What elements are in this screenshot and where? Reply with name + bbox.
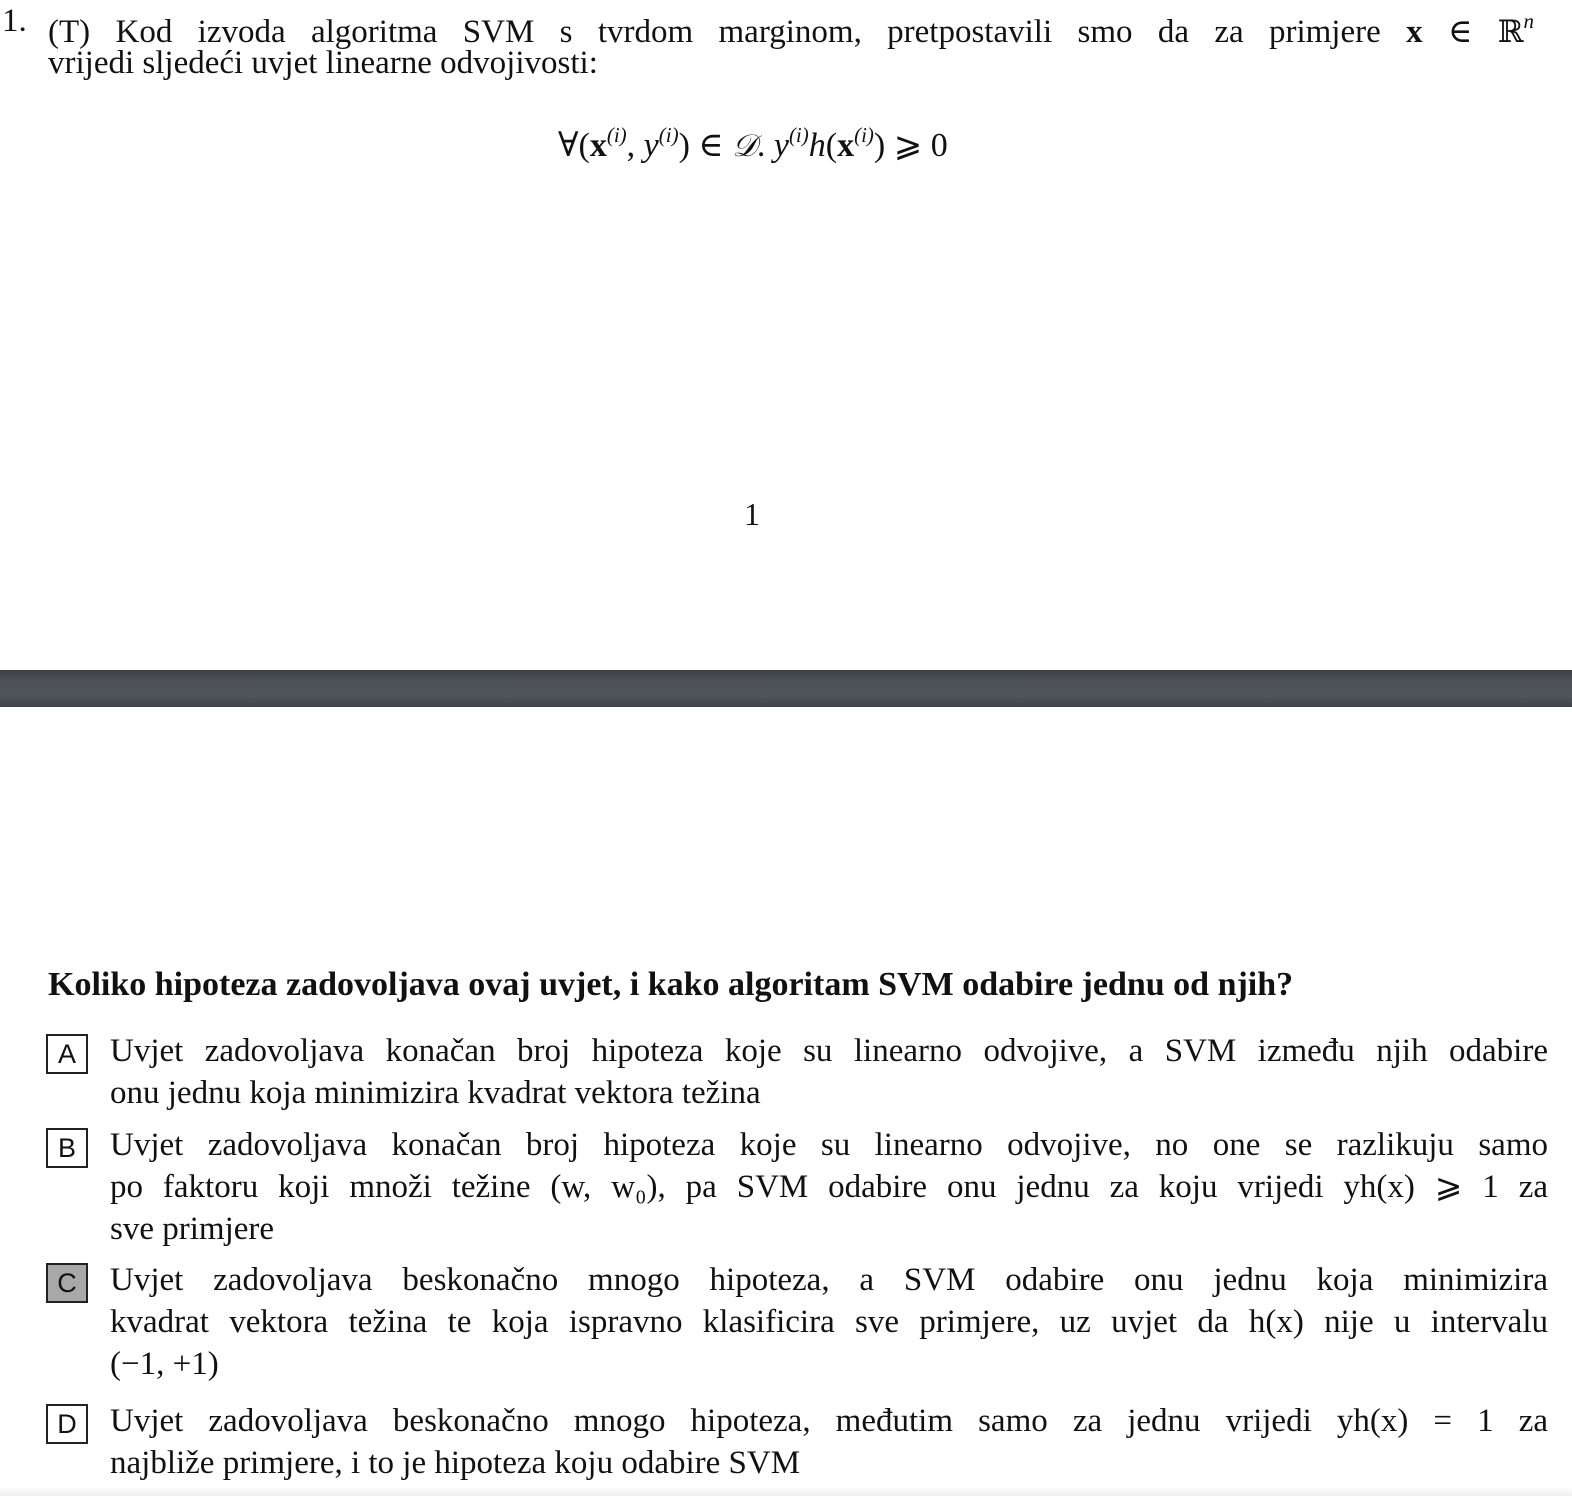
option-line: sve primjere <box>110 1211 275 1247</box>
formula-in: ) ∈ <box>678 127 733 164</box>
formula-sup: (i) <box>854 123 874 147</box>
option-line: Uvjet zadovoljava konačan broj hipoteza koje su linearno odvojive, no one se razlikuju samo <box>110 1127 1548 1163</box>
question-title: Koliko hipoteza zadovoljava ovaj uvjet, i kako algoritam SVM odabire jednu od njih? <box>48 966 1294 1003</box>
intro-real-set: ℝ <box>1497 14 1524 50</box>
option-b-text <box>110 1124 1548 1250</box>
formula-sup: (i) <box>658 123 679 147</box>
formula-dataset: 𝒟 <box>732 128 757 164</box>
formula-y: y <box>643 127 659 164</box>
formula-comma: , <box>626 127 644 164</box>
option-line: kvadrat vektora težina te koja ispravno klasificira sve primjere, uz uvjet da h(x) nije u intervalu <box>110 1304 1548 1340</box>
formula-geq: ⩾ 0 <box>885 127 948 164</box>
option-line: (−1, +1) <box>110 1346 219 1382</box>
question-number: 1. <box>2 3 27 39</box>
page-separator <box>0 670 1572 707</box>
formula-close: ) <box>873 127 886 164</box>
intro-in-symbol: ∈ <box>1447 14 1473 50</box>
option-d-text <box>110 1400 1548 1484</box>
formula-sup: (i) <box>788 123 809 147</box>
option-b-box[interactable]: B <box>46 1128 88 1168</box>
option-a-box[interactable]: A <box>46 1034 88 1074</box>
previous-page <box>0 0 1572 670</box>
option-line: najbliže primjere, i to je hipoteza koju odabire SVM <box>110 1445 801 1481</box>
question-intro-line-2: vrijedi sljedeći uvjet linearne odvojivosti: <box>48 45 598 81</box>
formula-open: ( <box>825 127 838 164</box>
option-line: po faktoru koji množi težine (w, w₀), pa SVM odabire onu jednu za koju vrijedi yh(x) ⩾ 1 za <box>110 1169 1548 1205</box>
option-line: Uvjet zadovoljava konačan broj hipoteza koje su linearno odvojive, a SVM između njih odabire <box>110 1033 1548 1069</box>
intro-vector-x: x <box>1406 14 1423 50</box>
option-line: Uvjet zadovoljava beskonačno mnogo hipoteza, a SVM odabire onu jednu koja minimizira <box>110 1262 1548 1298</box>
formula-dot: . <box>756 127 774 164</box>
bottom-edge <box>0 1486 1572 1496</box>
formula-x: x <box>589 127 607 164</box>
formula-y: y <box>773 127 789 164</box>
option-c-text <box>110 1259 1548 1385</box>
formula-sup: (i) <box>606 123 627 147</box>
option-line: onu jednu koja minimizira kvadrat vektora težina <box>110 1075 761 1111</box>
option-d-box[interactable]: D <box>46 1404 88 1444</box>
option-c-box[interactable]: C <box>46 1263 88 1303</box>
formula-h: h <box>808 127 826 164</box>
option-a-text <box>110 1030 1548 1114</box>
page-number: 1 <box>744 496 760 532</box>
intro-dimension: n <box>1523 9 1535 33</box>
intro-text: (T) Kod izvoda algoritma SVM s tvrdom marginom, pretpostavili smo da za primjere <box>48 14 1381 50</box>
option-line: Uvjet zadovoljava beskonačno mnogo hipoteza, međutim samo za jednu vrijedi yh(x) = 1 za <box>110 1403 1548 1439</box>
formula-x: x <box>837 127 855 164</box>
separability-formula <box>558 112 948 169</box>
formula-forall: ∀( <box>558 127 590 164</box>
